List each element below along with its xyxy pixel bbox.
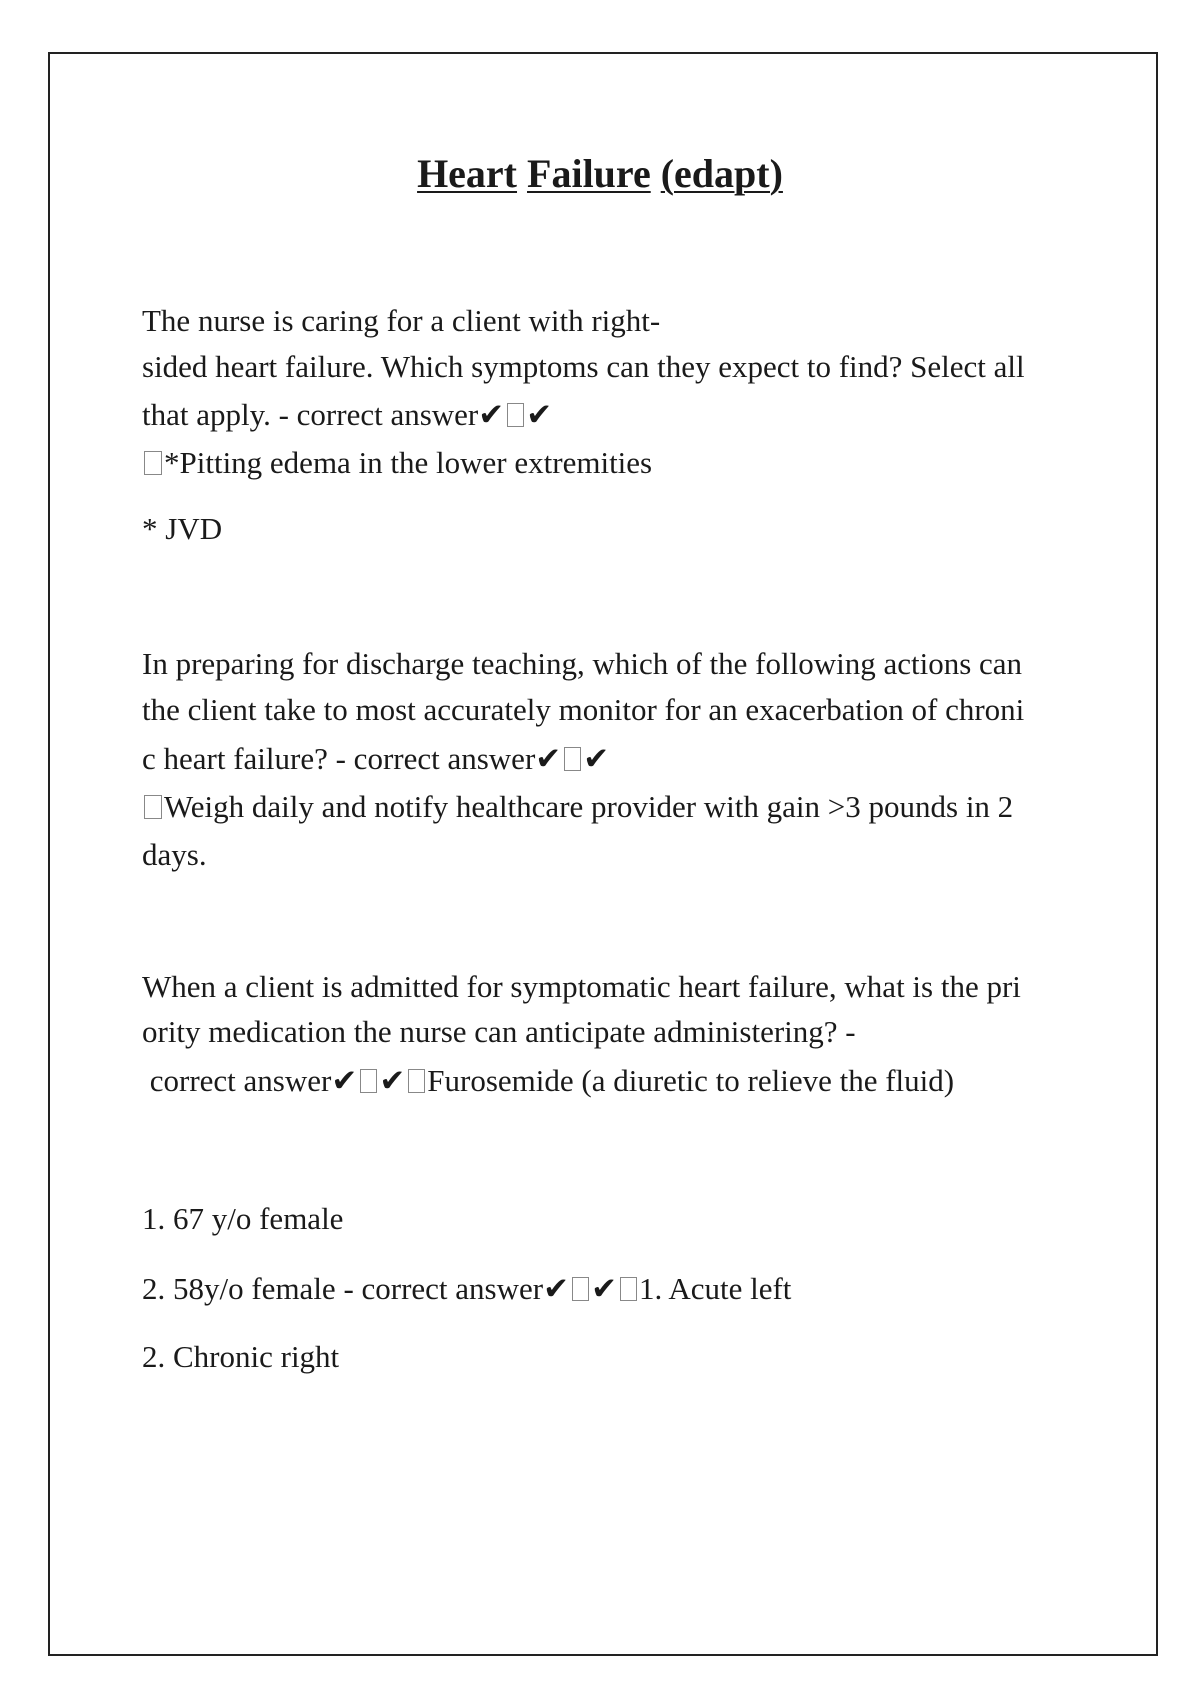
q1-answer: * JVD	[142, 511, 223, 546]
q2-line: the client take to most accurately monitor for an exacerbation of chroni	[142, 692, 1025, 727]
answer-text: Weigh daily and notify healthcare provider with gain >3 pounds in 2	[163, 789, 1014, 824]
check-icon: ✔	[331, 1063, 358, 1098]
missing-glyph-box	[572, 1277, 589, 1300]
answer-label: correct answer	[142, 1063, 332, 1098]
q1-line: The nurse is caring for a client with right-	[142, 303, 661, 338]
answer-label: that apply. - correct answer	[142, 397, 479, 432]
answer-text: Furosemide (a diuretic to relieve the fluid)	[427, 1063, 955, 1098]
q3-answer-line	[142, 1062, 954, 1099]
title-word: Failure	[527, 151, 651, 196]
check-icon: ✔	[535, 741, 562, 776]
answer-label: 2. 58y/o female - correct answer	[142, 1271, 544, 1306]
q2-line: In preparing for discharge teaching, which of the following actions can	[142, 646, 1023, 681]
check-icon: ✔	[543, 1271, 570, 1306]
q3-line: When a client is admitted for symptomatic heart failure, what is the pri	[142, 969, 1021, 1004]
answer-text: 1. Acute left	[639, 1271, 792, 1306]
missing-glyph-box	[564, 747, 581, 770]
q2-answer	[142, 788, 1013, 825]
missing-glyph-box	[360, 1069, 377, 1092]
q1-line: sided heart failure. Which symptoms can they expect to find? Select all	[142, 349, 1025, 384]
check-icon: ✔	[591, 1271, 618, 1306]
q2-answer-line	[142, 740, 609, 777]
q2-answer: days.	[142, 837, 207, 872]
check-icon: ✔	[379, 1063, 406, 1098]
q4-answer-line	[142, 1270, 791, 1307]
q4-answer: 2. Chronic right	[142, 1339, 340, 1374]
q1-answer-line	[142, 396, 552, 433]
q4-line: 1. 67 y/o female	[142, 1201, 344, 1236]
answer-text: *Pitting edema in the lower extremities	[163, 445, 653, 480]
title-word: Heart	[417, 151, 518, 196]
missing-glyph-box	[507, 403, 524, 426]
answer-label: c heart failure? - correct answer	[142, 741, 536, 776]
missing-glyph-box	[408, 1069, 425, 1092]
check-icon: ✔	[583, 741, 610, 776]
check-icon: ✔	[526, 397, 553, 432]
check-icon: ✔	[478, 397, 505, 432]
q3-line: ority medication the nurse can anticipate administering? -	[142, 1014, 856, 1049]
missing-glyph-box	[144, 795, 161, 818]
q1-answer	[142, 444, 652, 481]
missing-glyph-box	[620, 1277, 637, 1300]
document-title	[0, 150, 1200, 198]
missing-glyph-box	[144, 451, 161, 474]
page-frame	[48, 52, 1158, 1656]
title-word: (edapt)	[660, 151, 783, 196]
